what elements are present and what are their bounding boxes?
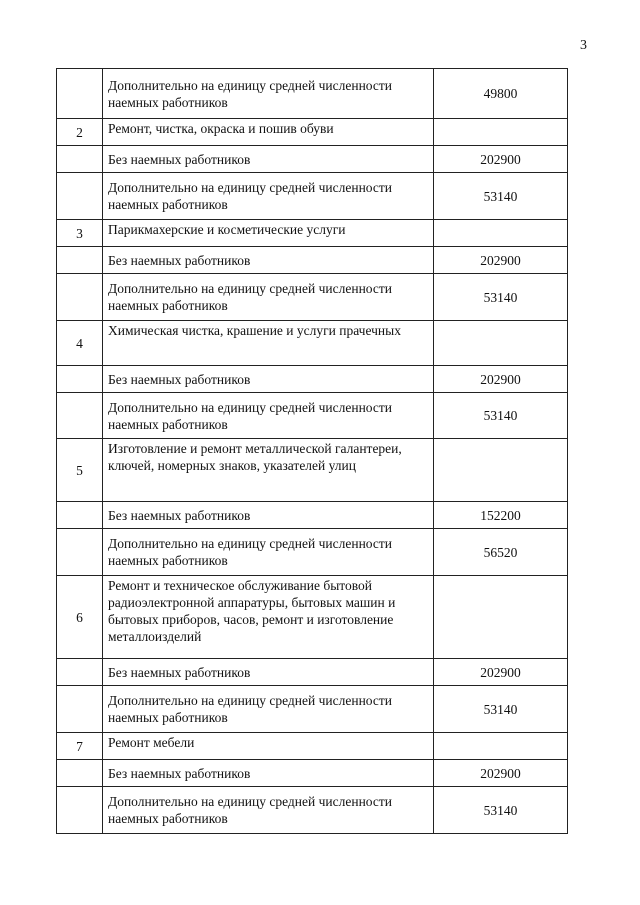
row-number-cell: 2 [57, 119, 103, 146]
row-number-cell [57, 787, 103, 834]
table-row [57, 393, 568, 439]
row-number-cell: 7 [57, 733, 103, 760]
amount-cell: 49800 [434, 69, 568, 119]
amount-cell: 53140 [434, 686, 568, 733]
service-name-cell: Ремонт и техническое обслуживание бытовой радиоэлектронной аппаратуры, бытовых машин и бытовых приборов, часов, ремонт и изготовление металлоизделий [103, 576, 434, 659]
table-row [57, 529, 568, 576]
row-number-cell [57, 659, 103, 686]
service-name-cell: Ремонт, чистка, окраска и пошив обуви [103, 119, 434, 146]
amount-cell: 202900 [434, 659, 568, 686]
row-number-cell [57, 247, 103, 274]
service-name-cell: Изготовление и ремонт металлической галантереи, ключей, номерных знаков, указателей улиц [103, 439, 434, 502]
table-row [57, 760, 568, 787]
service-name-cell: Дополнительно на единицу средней численности наемных работников [103, 393, 434, 439]
table-row [57, 274, 568, 321]
amount-cell: 202900 [434, 366, 568, 393]
row-number-cell: 5 [57, 439, 103, 502]
row-number-cell [57, 393, 103, 439]
amount-cell: 202900 [434, 146, 568, 173]
service-name-cell: Без наемных работников [103, 760, 434, 787]
table-row [57, 69, 568, 119]
table-row [57, 502, 568, 529]
table-body [57, 69, 568, 834]
row-number-cell: 6 [57, 576, 103, 659]
service-name-cell: Дополнительно на единицу средней численности наемных работников [103, 274, 434, 321]
service-name-cell: Парикмахерские и косметические услуги [103, 220, 434, 247]
row-number-cell [57, 366, 103, 393]
table-row [57, 576, 568, 659]
row-number-cell: 4 [57, 321, 103, 366]
table-row [57, 321, 568, 366]
amount-cell: 152200 [434, 502, 568, 529]
service-name-cell: Без наемных работников [103, 659, 434, 686]
table-row [57, 173, 568, 220]
amount-cell [434, 439, 568, 502]
amount-cell [434, 220, 568, 247]
amount-cell: 53140 [434, 274, 568, 321]
amount-cell: 56520 [434, 529, 568, 576]
service-name-cell: Без наемных работников [103, 146, 434, 173]
page-number: 3 [580, 38, 587, 53]
amount-cell: 53140 [434, 787, 568, 834]
service-name-cell: Химическая чистка, крашение и услуги прачечных [103, 321, 434, 366]
table-row [57, 733, 568, 760]
row-number-cell [57, 529, 103, 576]
table-row [57, 247, 568, 274]
row-number-cell [57, 173, 103, 220]
service-name-cell: Дополнительно на единицу средней численности наемных работников [103, 69, 434, 119]
row-number-cell [57, 686, 103, 733]
service-name-cell: Дополнительно на единицу средней численности наемных работников [103, 173, 434, 220]
service-name-cell: Дополнительно на единицу средней численности наемных работников [103, 529, 434, 576]
tariff-table [56, 68, 568, 834]
amount-cell: 202900 [434, 247, 568, 274]
amount-cell [434, 119, 568, 146]
table-row [57, 659, 568, 686]
amount-cell [434, 733, 568, 760]
table-row [57, 146, 568, 173]
service-name-cell: Без наемных работников [103, 247, 434, 274]
row-number-cell [57, 69, 103, 119]
table-row [57, 119, 568, 146]
table-row [57, 366, 568, 393]
row-number-cell [57, 274, 103, 321]
row-number-cell [57, 502, 103, 529]
table-row [57, 439, 568, 502]
service-name-cell: Ремонт мебели [103, 733, 434, 760]
service-name-cell: Без наемных работников [103, 366, 434, 393]
service-name-cell: Дополнительно на единицу средней численности наемных работников [103, 787, 434, 834]
amount-cell: 202900 [434, 760, 568, 787]
table-row [57, 686, 568, 733]
row-number-cell [57, 146, 103, 173]
amount-cell [434, 576, 568, 659]
table-row [57, 220, 568, 247]
service-name-cell: Без наемных работников [103, 502, 434, 529]
amount-cell: 53140 [434, 393, 568, 439]
row-number-cell: 3 [57, 220, 103, 247]
amount-cell: 53140 [434, 173, 568, 220]
table-row [57, 787, 568, 834]
service-name-cell: Дополнительно на единицу средней численности наемных работников [103, 686, 434, 733]
row-number-cell [57, 760, 103, 787]
amount-cell [434, 321, 568, 366]
